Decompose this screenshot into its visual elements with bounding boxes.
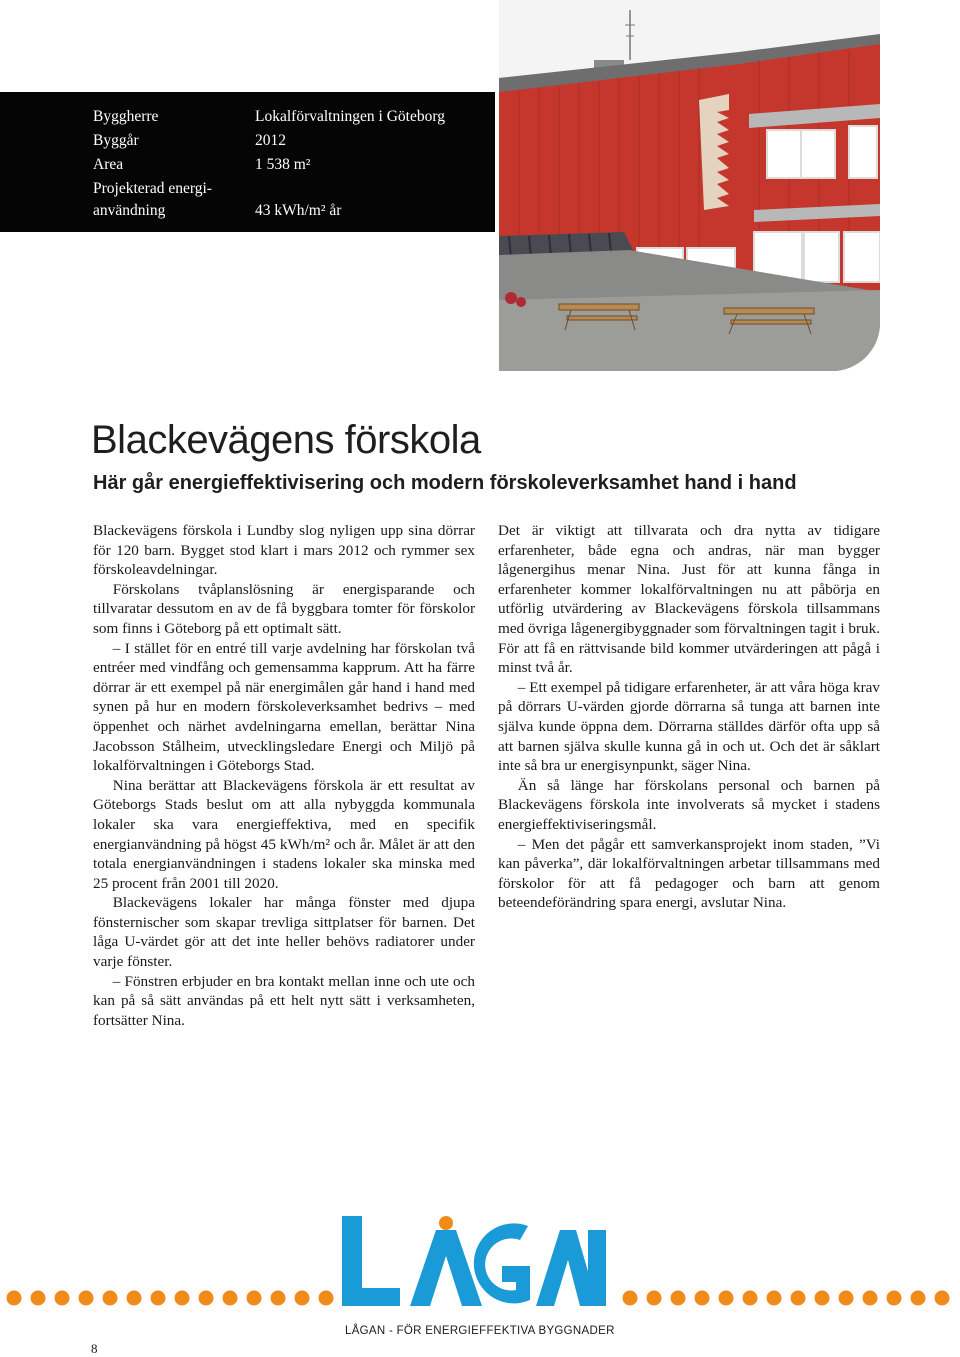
fact-label: Byggherre — [93, 108, 159, 125]
decorative-dot — [911, 1291, 926, 1306]
building-illustration — [499, 0, 880, 371]
decorative-dot — [647, 1291, 662, 1306]
decorative-dot — [7, 1291, 22, 1306]
fact-label: Area — [93, 156, 124, 173]
decorative-dot — [271, 1291, 286, 1306]
decorative-dot — [791, 1291, 806, 1306]
fact-label: användning — [93, 202, 166, 219]
page-subtitle: Här går energieffektivisering och modern förskoleverksamhet hand i hand — [93, 472, 797, 494]
decorative-dot — [127, 1291, 142, 1306]
decorative-dot — [151, 1291, 166, 1306]
lagan-logo — [340, 1216, 615, 1316]
paragraph: Nina berättar att Blackevägens förskola är ett resultat av Göteborgs Stads beslut om att alla nybyggda kommunala lokaler ska vara energieffektiva, med en specifik energianvändning på högst 45 kWh/m² och år. Målet är att den totala energianvändningen i stadens lokaler ska minska med 25 procent från 2001 till 2020. — [93, 776, 475, 892]
decorative-dot — [887, 1291, 902, 1306]
decorative-dot — [199, 1291, 214, 1306]
decorative-dot — [671, 1291, 686, 1306]
paragraph: Blackevägens förskola i Lundby slog nyligen upp sina dörrar för 120 barn. Bygget stod klart i mars 2012 och rymmer sex förskoleavdelningar. — [93, 522, 475, 579]
article-column-left — [93, 521, 475, 1030]
decorative-dot — [743, 1291, 758, 1306]
paragraph: – I stället för en entré till varje avdelning har förskolan två entréer med vindfång och gemensamma kapprum. Att ha färre dörrar är ett exempel på när energimålen går hand i hand med synen på hur en modern förskoleverksamhet bedrivs – med öppenhet och närhet avdelningarna emellan, berättar Nina Jacobsson Stålheim, utvecklingsledare Energi och Miljö på lokalförvaltningen i Göteborgs Stad. — [93, 639, 475, 775]
paragraph: Än så länge har förskolans personal och barnen på Blackevägens förskola inte involverats så mycket i stadens energieffektiviseringsmål. — [498, 776, 880, 833]
fact-label: Byggår — [93, 132, 139, 149]
fact-label: Projekterad energi- — [93, 180, 212, 197]
decorative-dot — [175, 1291, 190, 1306]
decorative-dot — [79, 1291, 94, 1306]
fact-value: 43 kWh/m² år — [255, 202, 342, 219]
paragraph: Förskolans tvåplanslösning är energisparande och tillvaratar dessutom en av de få byggbara tomter för förskolor som finns i Göteborg på ett optimalt sätt. — [93, 580, 475, 637]
logo-caption: LÅGAN - FÖR ENERGIEFFEKTIVA BYGGNADER — [345, 1325, 615, 1337]
fact-value: Lokalförvaltningen i Göteborg — [255, 108, 445, 125]
paragraph: – Fönstren erbjuder en bra kontakt mellan inne och ute och kan på så sätt användas på ett helt nytt sätt i verksamheten, fortsätter Nina. — [93, 972, 475, 1029]
decorative-dot — [103, 1291, 118, 1306]
project-facts-box — [0, 92, 495, 232]
paragraph: Det är viktigt att tillvarata och dra nytta av tidigare erfarenheter, både egna och andras, när man bygger lågenergihus menar Nina. Just för att kunna fånga in erfarenheter kommer lokalförvaltningen nu att påbörja en utförlig utvärdering av Blackevägens förskola tillsammans med övriga lågenergibyggnader som förvaltningen tagit i bruk. För att få en rättvisande bild kommer utvärderingen att pågå i minst två år. — [498, 522, 880, 677]
decorative-dot — [31, 1291, 46, 1306]
decorative-dot — [223, 1291, 238, 1306]
decorative-dot — [719, 1291, 734, 1306]
decorative-dot — [767, 1291, 782, 1306]
paragraph: – Ett exempel på tidigare erfarenheter, är att våra höga krav på dörrars U-värden gjorde dörrarna så tunga att barnen inte själva kunde öppna dem. Dörrarna ställdes därför ofta upp så att barnen själva skulle kunna gå in och ut. Och det är såklart inte så bra ur energisynpunkt, säger Nina. — [498, 678, 880, 775]
decorative-dot — [319, 1291, 334, 1306]
fact-value: 1 538 m² — [255, 156, 311, 173]
fact-value: 2012 — [255, 132, 286, 149]
page-title: Blackevägens förskola — [91, 418, 481, 462]
page-number: 8 — [91, 1341, 98, 1356]
decorative-dot — [815, 1291, 830, 1306]
paragraph: Blackevägens lokaler har många fönster med djupa fönsternischer som skapar trevliga sittplatser för barnen. Det låga U-värdet gör att det inte heller behövs radiatorer under varje fönster. — [93, 894, 475, 971]
decorative-dot — [863, 1291, 878, 1306]
paragraph: – Men det pågår ett samverkansprojekt inom staden, ”Vi kan påverka”, där lokalförvaltningen arbetar tillsammans med förskolor för att få pedagoger och barn att genom beteendeförändring spara energi, avslutar Nina. — [498, 835, 880, 912]
building-photo — [499, 0, 880, 371]
decorative-dot — [695, 1291, 710, 1306]
decorative-dot — [623, 1291, 638, 1306]
decorative-dot — [55, 1291, 70, 1306]
decorative-dot — [247, 1291, 262, 1306]
decorative-dot — [839, 1291, 854, 1306]
decorative-dot — [295, 1291, 310, 1306]
article-column-right — [498, 521, 880, 913]
decorative-dot — [935, 1291, 950, 1306]
